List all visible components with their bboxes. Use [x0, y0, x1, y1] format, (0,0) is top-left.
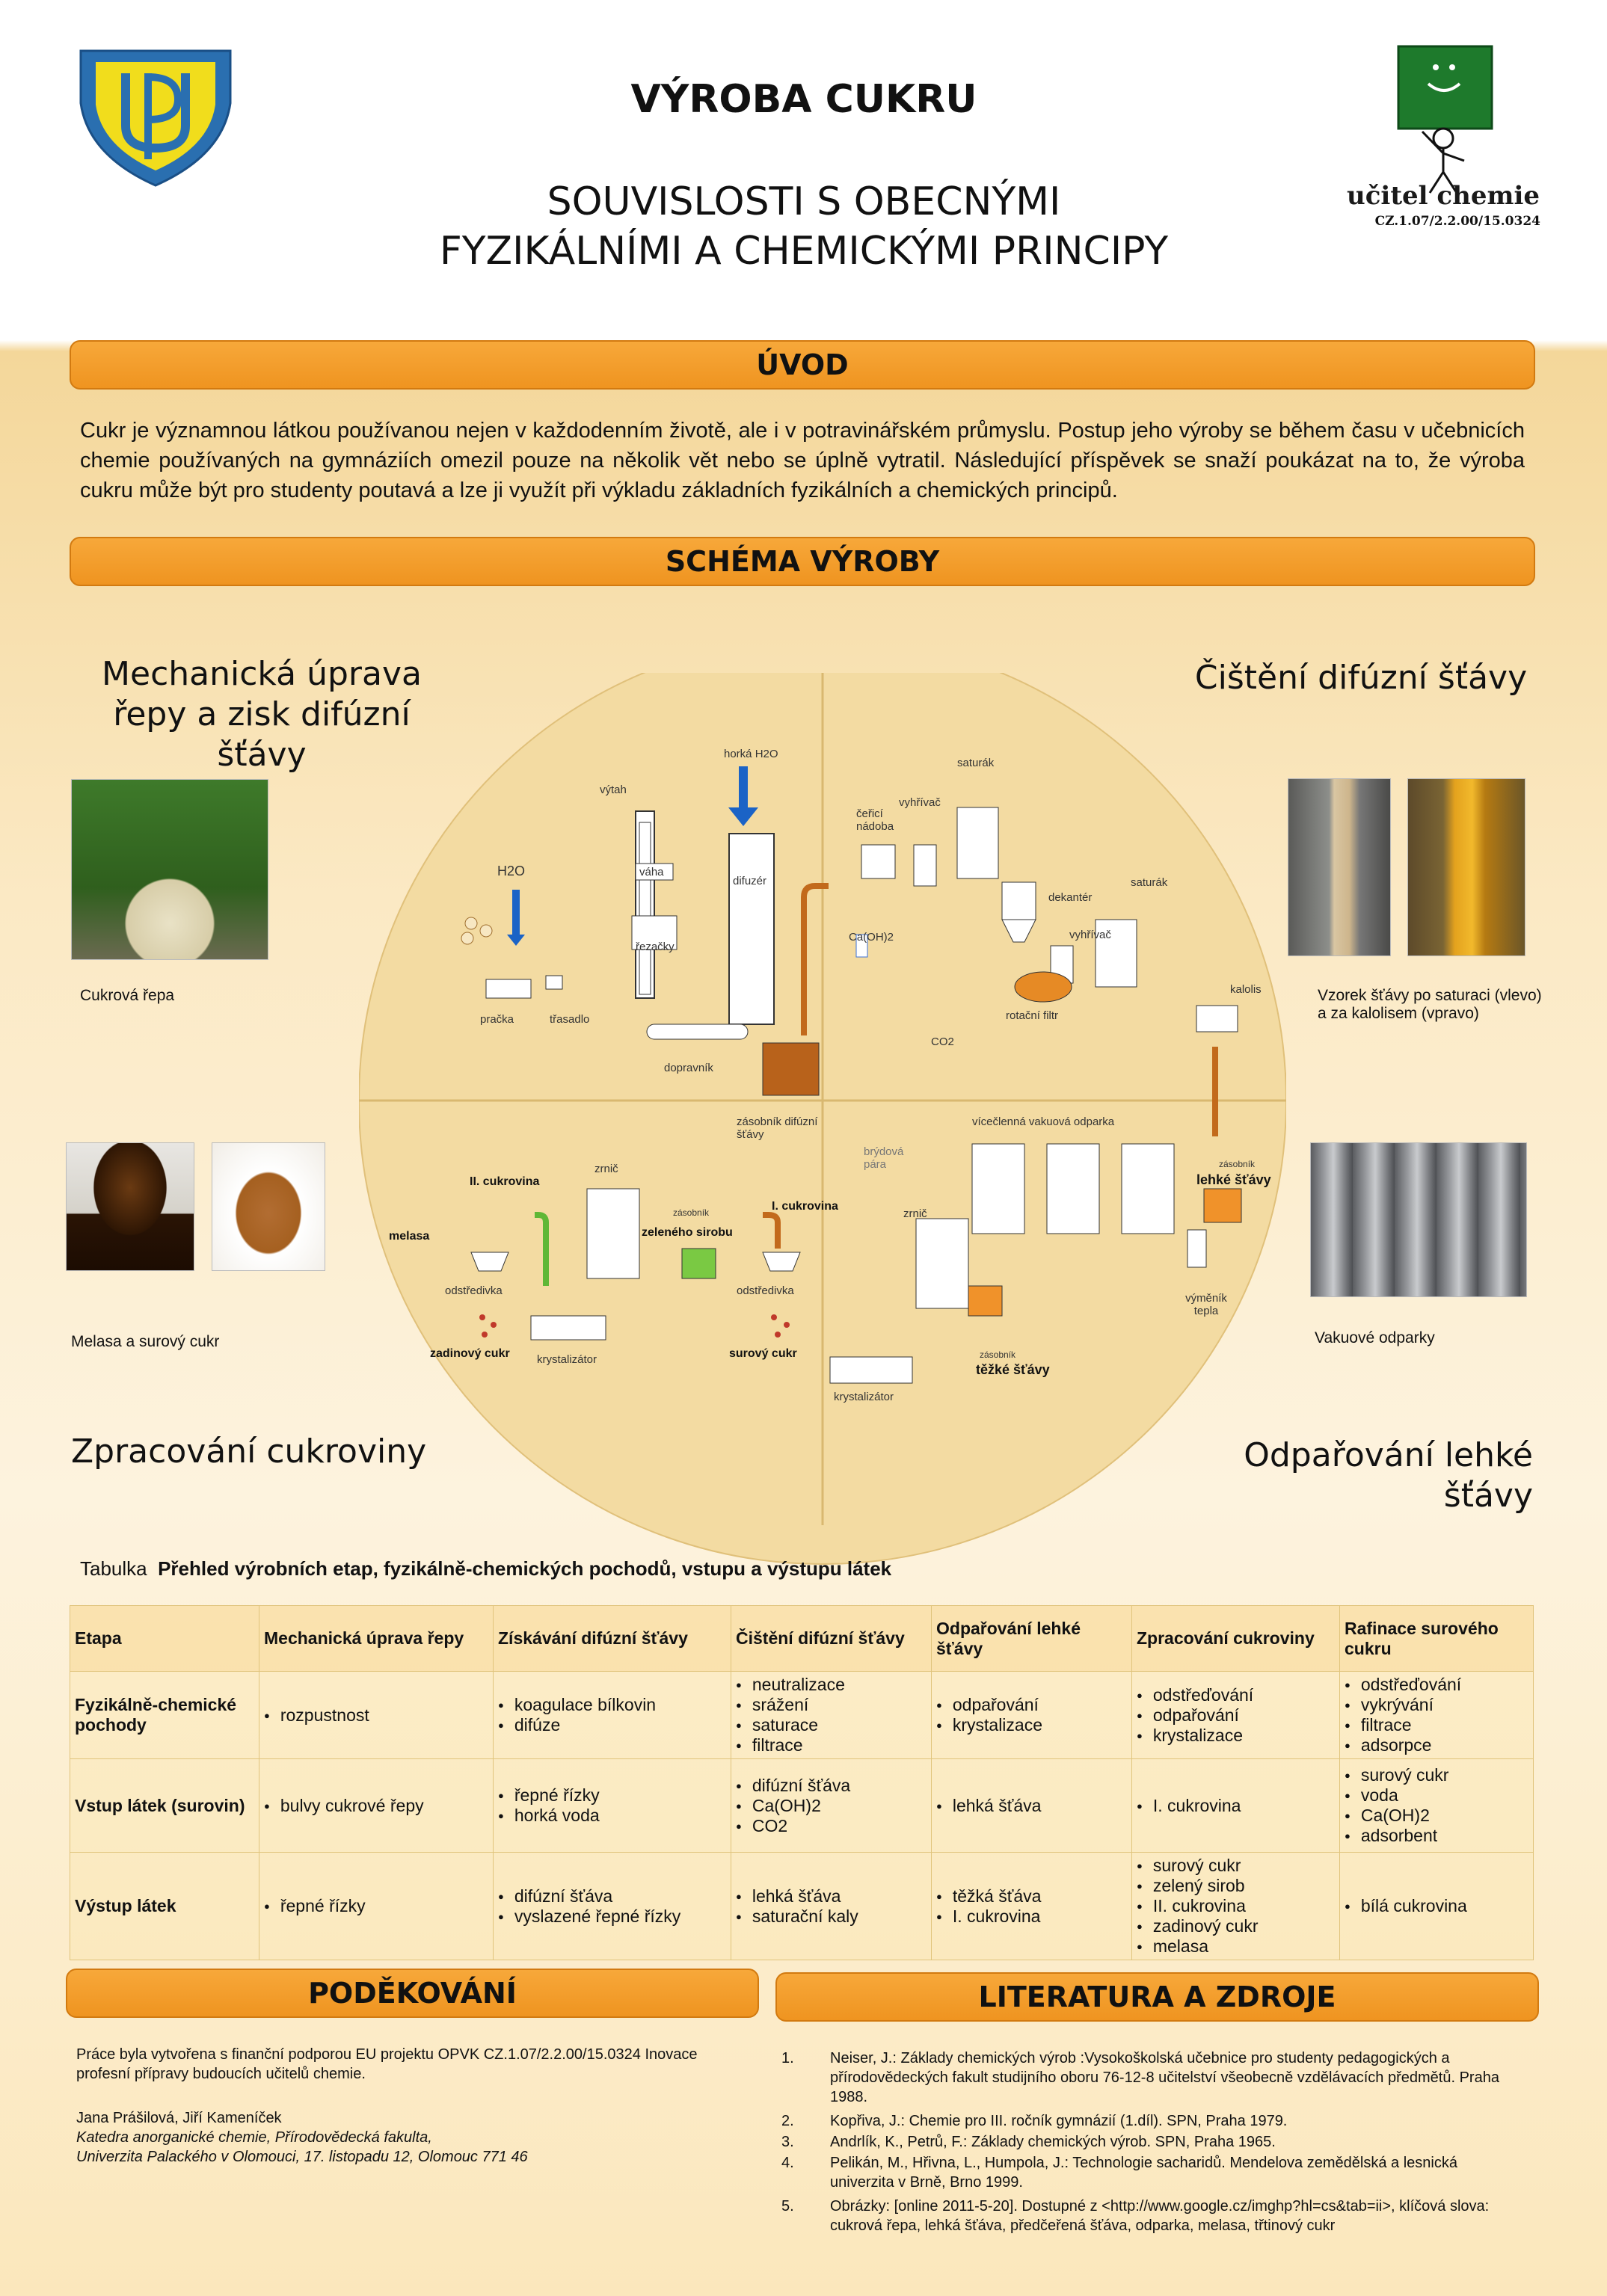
list-item: ● voda	[1345, 1785, 1528, 1806]
stages-table	[70, 1605, 1534, 1960]
table-cell	[932, 1853, 1132, 1960]
table-header-cell: Etapa	[70, 1606, 259, 1672]
list-item: ● vyslazené řepné řízky	[498, 1906, 726, 1927]
molasses-photo	[66, 1142, 194, 1271]
table-row-label: Výstup látek	[70, 1853, 259, 1960]
table-caption	[80, 1557, 891, 1581]
list-item: ● II. cukrovina	[1137, 1896, 1335, 1916]
label-vyhrivac-2: vyhřívač	[1069, 929, 1111, 941]
list-item: ● vykrývání	[1345, 1695, 1528, 1715]
caption-odparky: Vakuové odparky	[1315, 1329, 1435, 1346]
literatura-heading: LITERATURA A ZDROJE	[775, 1972, 1539, 2022]
table-cell	[494, 1759, 731, 1853]
list-item: ● bílá cukrovina	[1345, 1896, 1528, 1916]
poster-title: VÝROBA CUKRU	[630, 77, 977, 122]
table-cell	[1132, 1853, 1340, 1960]
table-cell	[1132, 1672, 1340, 1759]
list-item: ● krystalizace	[936, 1715, 1127, 1735]
label-zadinovy-cukr: zadinový cukr	[430, 1347, 510, 1360]
logo-text: učitel chemie	[1346, 181, 1540, 211]
label-vaha: váha	[639, 866, 664, 878]
list-item: ● CO2	[736, 1816, 927, 1836]
production-scheme-diagram	[359, 673, 1286, 1600]
vacuum-evaporators-photo	[1310, 1142, 1527, 1297]
juice-sample-1-photo	[1288, 778, 1391, 956]
list-item: ● filtrace	[1345, 1715, 1528, 1735]
reference-number: 2.	[781, 2113, 794, 2129]
table-header-row	[70, 1606, 1534, 1672]
table-row	[70, 1672, 1534, 1759]
quadrant-4-title: Odpařování lehké šťávy	[1244, 1436, 1533, 1515]
table-row-label: Fyzikálně-chemické pochody	[70, 1672, 259, 1759]
quadrant-1-title: Mechanická úprava řepy a zisk difúzní šťávy	[102, 655, 422, 774]
list-item: ● lehká šťáva	[736, 1886, 927, 1906]
label-krystalizator-2: krystalizátor	[537, 1353, 597, 1366]
teacher-chemistry-logo	[1339, 37, 1548, 232]
table-cell	[731, 1672, 932, 1759]
table-cell	[494, 1853, 731, 1960]
label-dekanter: dekantér	[1048, 891, 1093, 904]
table-cell	[259, 1672, 494, 1759]
reference-item	[781, 2197, 1522, 2235]
label-rezacky: řezačky	[636, 941, 675, 953]
label-difuzer: difuzér	[733, 875, 767, 887]
label-lehke-stavy: lehké šťávy	[1196, 1172, 1271, 1187]
list-item: ● saturace	[736, 1715, 927, 1735]
podekovani-authors: Jana Prášilová, Jiří Kameníček	[76, 2110, 282, 2126]
label-cerici-nadoba: čeřicí nádoba	[856, 807, 894, 833]
label-zrnic-1: zrnič	[903, 1207, 927, 1220]
label-dopravnik: dopravník	[664, 1062, 713, 1074]
label-ca-oh2: Ca(OH)2	[849, 931, 894, 944]
table-caption-prefix: Tabulka	[80, 1557, 147, 1580]
uvod-text: Cukr je významnou látkou používanou nejen v každodenním životě, ale i v potravinářském průmyslu. Postup jeho výroby se během času v učebnicích chemie používaných na gymnáziích omezil pouze na několik vět nebo se úplně vytratil. Následující příspěvek se snaží poukázat na to, že výroba cukru může být pro studenty poutavá a lze ji využít při výkladu základních fyzikálních a chemických principů.	[80, 419, 1525, 502]
list-item: ● difúzní šťáva	[498, 1886, 726, 1906]
table-cell	[259, 1759, 494, 1853]
quadrant-2-title: Čištění difúzní šťávy	[1194, 659, 1528, 697]
list-item: ● zelený sirob	[1137, 1876, 1335, 1896]
list-item: ● surový cukr	[1137, 1856, 1335, 1876]
table-cell	[932, 1759, 1132, 1853]
list-item: ● odstřeďování	[1345, 1675, 1528, 1695]
label-pracka: pračka	[480, 1013, 514, 1026]
podekovani-univ: Univerzita Palackého v Olomouci, 17. listopadu 12, Olomouc 771 46	[76, 2149, 528, 2165]
label-zasobnik-lehke: zásobník	[1219, 1159, 1256, 1169]
list-item: ● řepné řízky	[498, 1785, 726, 1806]
schema-heading: SCHÉMA VÝROBY	[70, 537, 1535, 586]
sugar-beet-photo	[71, 779, 268, 960]
label-brydova-para: brýdová pára	[864, 1145, 904, 1171]
reference-text: Obrázky: [online 2011-5-20]. Dostupné z <http://www.google.cz/imghp?hl=cs&tab=ii>, klíčová slova: cukrová řepa, lehká šťáva, předčeřená šťáva, odparka, melasa, třtinový cukr	[830, 2198, 1490, 2234]
label-horka-h2o: horká H2O	[724, 748, 778, 760]
table-header-cell: Získávání difúzní šťávy	[494, 1606, 731, 1672]
list-item: ● řepné řízky	[264, 1896, 488, 1916]
label-zrnic-2: zrnič	[594, 1163, 618, 1175]
label-vytah: výtah	[600, 784, 627, 796]
uvod-heading: ÚVOD	[70, 340, 1535, 390]
table-cell	[259, 1853, 494, 1960]
list-item: ● odpařování	[936, 1695, 1127, 1715]
list-item: ● horká voda	[498, 1806, 726, 1826]
label-saturak-2: saturák	[1131, 876, 1168, 889]
university-logo	[66, 36, 245, 189]
table-cell	[1340, 1672, 1534, 1759]
list-item: ● odpařování	[1137, 1705, 1335, 1726]
logo-code: CZ.1.07/2.2.00/15.0324	[1374, 214, 1540, 229]
references-list	[781, 2049, 1522, 2235]
list-item: ● Ca(OH)2	[1345, 1806, 1528, 1826]
list-item: ● zadinový cukr	[1137, 1916, 1335, 1936]
reference-item	[781, 2132, 1522, 2152]
list-item: ● krystalizace	[1137, 1726, 1335, 1746]
label-saturak-1: saturák	[957, 757, 995, 769]
label-zasobnik-tezke: zásobník	[980, 1349, 1016, 1360]
list-item: ● melasa	[1137, 1936, 1335, 1957]
juice-sample-2-photo	[1407, 778, 1525, 956]
label-co2: CO2	[931, 1035, 954, 1048]
list-item: ● bulvy cukrové řepy	[264, 1796, 488, 1816]
list-item: ● difúze	[498, 1715, 726, 1735]
podekovani-text: Práce byla vytvořena s finanční podporou EU projektu OPVK CZ.1.07/2.2.00/15.0324 Inovace profesní přípravy budoucích učitelů chemie.	[76, 2046, 698, 2082]
caption-repa: Cukrová řepa	[80, 987, 175, 1004]
reference-number: 1.	[781, 2050, 794, 2066]
label-i-cukrovina: I. cukrovina	[772, 1200, 838, 1213]
reference-number: 5.	[781, 2198, 794, 2215]
table-row	[70, 1853, 1534, 1960]
table-header-cell: Odpařování lehké šťávy	[932, 1606, 1132, 1672]
table-cell	[1340, 1759, 1534, 1853]
quadrant-3-title: Zpracování cukroviny	[71, 1432, 427, 1471]
caption-melasa: Melasa a surový cukr	[71, 1333, 220, 1350]
label-melasa: melasa	[389, 1230, 430, 1243]
list-item: ● neutralizace	[736, 1675, 927, 1695]
reference-text: Neiser, J.: Základy chemických výrob :Vysokoškolská učebnice pro studenty pedagogických a přírodovědeckých fakult studijního oboru 76-12-8 učitelství všeobecně vzdělávacích předmětů. Praha 1988.	[830, 2050, 1499, 2105]
table-row-label: Vstup látek (surovin)	[70, 1759, 259, 1853]
label-krystalizator-1: krystalizátor	[834, 1391, 894, 1403]
label-rotacni-filtr: rotační filtr	[1006, 1009, 1059, 1022]
list-item: ● Ca(OH)2	[736, 1796, 927, 1816]
label-odstredivka-1: odstředivka	[737, 1284, 794, 1297]
table-header-cell: Mechanická úprava řepy	[259, 1606, 494, 1672]
list-item: ● filtrace	[736, 1735, 927, 1755]
label-kalolis: kalolis	[1230, 983, 1262, 996]
reference-item	[781, 2049, 1522, 2107]
podekovani-dept: Katedra anorganické chemie, Přírodovědecká fakulta,	[76, 2129, 432, 2146]
list-item: ● koagulace bílkovin	[498, 1695, 726, 1715]
label-vyhrivac-1: vyhřívač	[899, 796, 941, 809]
reference-text: Kopřiva, J.: Chemie pro III. ročník gymnázií (1.díl). SPN, Praha 1979.	[830, 2113, 1288, 2129]
label-trasadlo: třasadlo	[550, 1013, 590, 1026]
list-item: ● I. cukrovina	[936, 1906, 1127, 1927]
list-item: ● lehká šťáva	[936, 1796, 1127, 1816]
list-item: ● srážení	[736, 1695, 927, 1715]
label-h2o: H2O	[497, 864, 526, 878]
reference-number: 3.	[781, 2134, 794, 2150]
reference-number: 4.	[781, 2155, 794, 2171]
list-item: ● saturační kaly	[736, 1906, 927, 1927]
table-cell	[1132, 1759, 1340, 1853]
table-caption-text: Přehled výrobních etap, fyzikálně-chemických pochodů, vstupu a výstupu látek	[158, 1557, 892, 1580]
raw-sugar-photo	[212, 1142, 325, 1271]
table-header-cell: Čištění difúzní šťávy	[731, 1606, 932, 1672]
table-row	[70, 1759, 1534, 1853]
table-cell	[731, 1853, 932, 1960]
label-odstredivka-2: odstředivka	[445, 1284, 503, 1297]
label-ii-cukrovina: II. cukrovina	[470, 1175, 540, 1188]
list-item: ● rozpustnost	[264, 1705, 488, 1726]
table-cell	[731, 1759, 932, 1853]
caption-vzorek: Vzorek šťávy po saturaci (vlevo) a za kalolisem (vpravo)	[1318, 987, 1542, 1022]
list-item: ● surový cukr	[1345, 1765, 1528, 1785]
label-zeleneho-sirobu: zeleného sirobu	[642, 1226, 733, 1239]
table-header-cell: Rafinace surového cukru	[1340, 1606, 1534, 1672]
reference-item	[781, 2111, 1522, 2131]
list-item: ● těžká šťáva	[936, 1886, 1127, 1906]
podekovani-heading: PODĚKOVÁNÍ	[66, 1969, 759, 2018]
list-item: ● difúzní šťáva	[736, 1776, 927, 1796]
list-item: ● adsorbent	[1345, 1826, 1528, 1846]
table-header-cell: Zpracování cukroviny	[1132, 1606, 1340, 1672]
reference-text: Andrlík, K., Petrů, F.: Základy chemických výrob. SPN, Praha 1965.	[830, 2134, 1276, 2150]
list-item: ● I. cukrovina	[1137, 1796, 1335, 1816]
poster-subtitle-1: SOUVISLOSTI S OBECNÝMI	[547, 179, 1061, 224]
label-zasobnik-zeleneho: zásobník	[673, 1207, 710, 1218]
label-surovy-cukr: surový cukr	[729, 1347, 797, 1360]
table-cell	[932, 1672, 1132, 1759]
label-tezke-stavy: těžké šťávy	[976, 1362, 1050, 1377]
list-item: ● adsorpce	[1345, 1735, 1528, 1755]
label-vicecleenna-odparka: vícečlenná vakuová odparka	[972, 1115, 1115, 1128]
list-item: ● odstřeďování	[1137, 1685, 1335, 1705]
table-cell	[494, 1672, 731, 1759]
label-vymenik-tepla: výměník tepla	[1185, 1292, 1227, 1317]
reference-text: Pelikán, M., Hřivna, L., Humpola, J.: Technologie sacharidů. Mendelova zemědělská a lesnická univerzita v Brně, Brno 1999.	[830, 2155, 1457, 2191]
poster-subtitle-2: FYZIKÁLNÍMI A CHEMICKÝMI PRINCIPY	[439, 229, 1169, 274]
reference-item	[781, 2153, 1522, 2192]
label-zasobnik-difuzni: zásobník difúzní šťávy	[737, 1115, 818, 1141]
table-cell	[1340, 1853, 1534, 1960]
